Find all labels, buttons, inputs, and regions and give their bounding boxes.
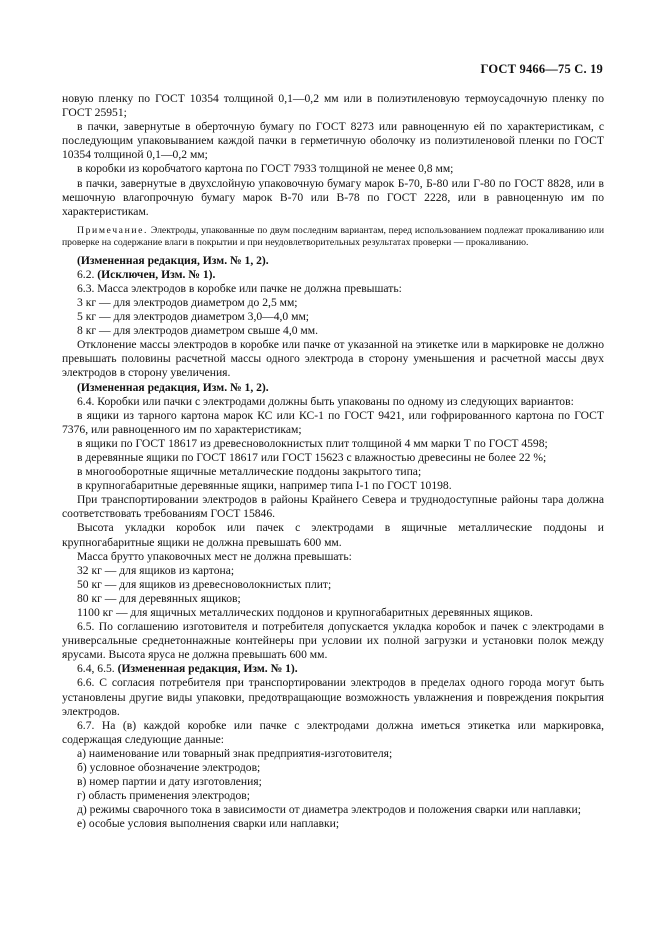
- clause: [62, 662, 604, 676]
- list-item: 5 кг — для электродов диаметром 3,0—4,0 мм;: [77, 310, 310, 324]
- list-item: 3 кг — для электродов диаметром до 2,5 мм;: [77, 295, 298, 309]
- list-item: в) номер партии и дату изготовления;: [77, 775, 262, 789]
- paragraph: 6.7. На (в) каждой коробке или пачке с электродами должна иметься этикетка или маркировка, содержащая следующие данные:: [62, 718, 604, 746]
- clause: [62, 268, 604, 282]
- list-item: в крупногабаритные деревянные ящики, например типа I-1 по ГОСТ 10198.: [77, 479, 452, 493]
- amendment-note: (Измененная редакция, Изм. № 1, 2).: [77, 380, 269, 394]
- list-item: а) наименование или товарный знак предприятия-изготовителя;: [77, 746, 393, 760]
- paragraph: новую пленку по ГОСТ 10354 толщиной 0,1—0,2 мм или в полиэтиленовую термоусадочную пленку по ГОСТ 25951;: [62, 92, 604, 120]
- note-text: Электроды, упакованные по двум последним вариантам, перед использованием подлежат прокаливанию или проверке на содержание влаги в покрытии и при неудовлетворительных результатах проверки — прокаливанию.: [62, 224, 605, 249]
- list-item: д) режимы сварочного тока в зависимости от диаметра электродов и положения сварки или наплавки;: [77, 803, 581, 817]
- document-body: [62, 92, 604, 832]
- list-item: г) область применения электродов;: [77, 789, 250, 803]
- list-item: в ящики по ГОСТ 18617 из древесноволокнистых плит толщиной 4 мм марки Т по ГОСТ 4598;: [77, 436, 548, 450]
- list-item: в ящики из тарного картона марок КС или КС-1 по ГОСТ 9421, или гофрированного картона по ГОСТ 7376, или равноценного им по характеристикам;: [62, 408, 604, 436]
- list-item: 32 кг — для ящиков из картона;: [77, 563, 235, 577]
- page-header: ГОСТ 9466—75 С. 19: [480, 62, 603, 76]
- list-item: 8 кг — для электродов диаметром свыше 4,0 мм.: [77, 324, 318, 338]
- paragraph: 6.4. Коробки или пачки с электродами должны быть упакованы по одному из следующих вариантов:: [77, 394, 574, 408]
- clause-status: (Измененная редакция, Изм. № 1).: [117, 662, 298, 676]
- paragraph: Высота укладки коробок или пачек с электродами в ящичные металлические поддоны и крупногабаритные ящики не должна превышать 600 мм.: [62, 521, 604, 549]
- paragraph: При транспортировании электродов в районы Крайнего Севера и труднодоступные районы тара должна соответствовать требованиям ГОСТ 15846.: [62, 493, 604, 521]
- paragraph: 6.6. С согласия потребителя при транспортировании электродов в пределах одного города могут быть установлены другие виды упаковки, предотвращающие возможность увлажнения и повреждения покрытия электродов.: [62, 676, 604, 718]
- note-label: Примечание.: [77, 224, 149, 236]
- paragraph: Отклонение массы электродов в коробке или пачке от указанной на этикетке или в маркировке не должно превышать половины расчетной массы одного электрода в сторону уменьшения и расчетной массы двух электродов в сторону увеличения.: [62, 338, 604, 380]
- list-item: е) особые условия выполнения сварки или наплавки;: [77, 817, 340, 831]
- list-item: б) условное обозначение электродов;: [77, 761, 261, 775]
- paragraph: в пачки, завернутые в оберточную бумагу по ГОСТ 8273 или равноценную ей по характеристикам, с последующим упаковыванием каждой пачки в герметичную оболочку из полиэтиленовой пленки по ГОСТ 10354 толщиной 0,1—0,2 мм;: [62, 120, 604, 162]
- clause-number: 6.2.: [77, 267, 95, 281]
- paragraph: 6.5. По соглашению изготовителя и потребителя допускается укладка коробок и пачек с электродами в универсальные среднетоннажные контейнеры при условии их полной загрузки и установки полок между ярусами. Высота яруса не должна превышать 600 мм.: [62, 620, 604, 662]
- clause-status: (Исключен, Изм. № 1).: [97, 267, 216, 281]
- paragraph: в коробки из коробчатого картона по ГОСТ 7933 толщиной не менее 0,8 мм;: [77, 162, 454, 176]
- note: [62, 225, 604, 250]
- paragraph: в пачки, завернутые в двухслойную упаковочную бумагу марок Б-70, Б-80 или Г-80 по ГОСТ 8828, или в мешочную влагопрочную бумагу марок В-70 или В-78 по ГОСТ 2228, или в равноценную им по характеристикам.: [62, 176, 604, 218]
- list-item: 80 кг — для деревянных ящиков;: [77, 591, 241, 605]
- amendment-note: (Измененная редакция, Изм. № 1, 2).: [77, 253, 269, 267]
- list-item: в деревянные ящики по ГОСТ 18617 или ГОСТ 15623 с влажностью древесины не более 22 %;: [77, 450, 547, 464]
- list-item: 50 кг — для ящиков из древесноволокнистых плит;: [77, 577, 332, 591]
- list-item: в многооборотные ящичные металлические поддоны закрытого типа;: [77, 465, 422, 479]
- paragraph: Масса брутто упаковочных мест не должна превышать:: [77, 549, 352, 563]
- clause-number: 6.4, 6.5.: [77, 662, 115, 676]
- list-item: 1100 кг — для ящичных металлических поддонов и крупногабаритных деревянных ящиков.: [77, 606, 533, 619]
- paragraph: 6.3. Масса электродов в коробке или пачке не должна превышать:: [77, 281, 402, 295]
